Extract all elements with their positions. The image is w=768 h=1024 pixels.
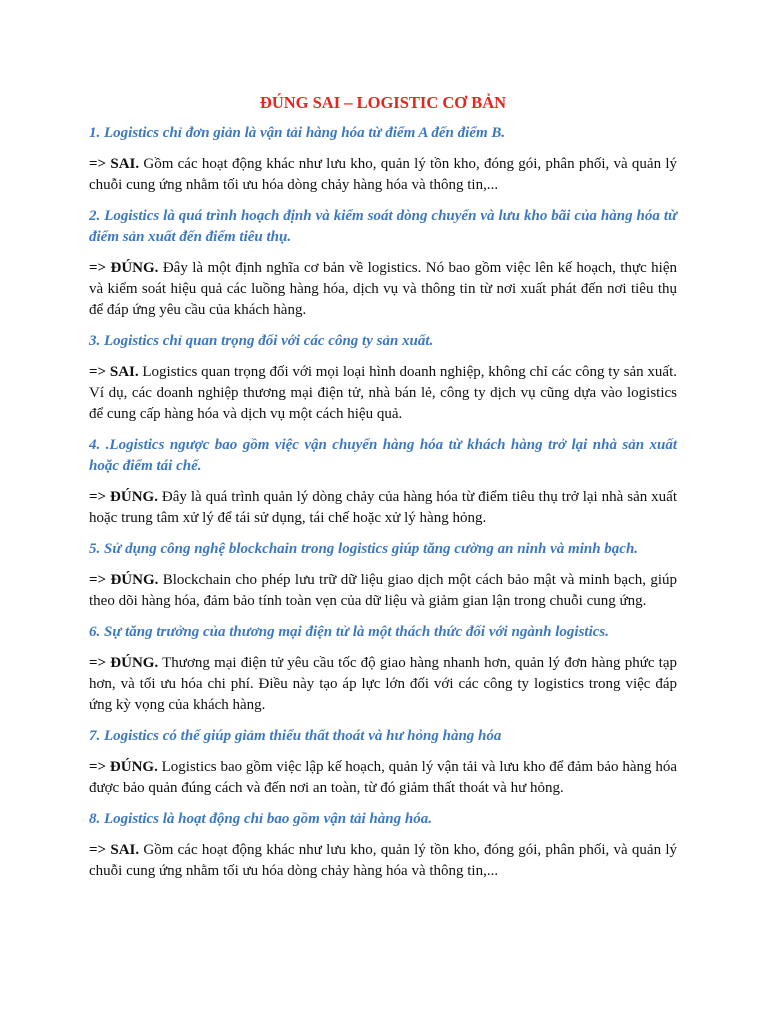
document-title: ĐÚNG SAI – LOGISTIC CƠ BẢN: [259, 93, 507, 112]
answer-7: [89, 757, 677, 799]
qa-item-5: [89, 539, 677, 612]
document-page: [89, 92, 677, 892]
answer-8: [89, 840, 677, 882]
answer-2: [89, 258, 677, 321]
answer-5: [89, 570, 677, 612]
verdict-1: => SAI.: [89, 156, 140, 172]
answer-3: [89, 362, 677, 425]
answer-1: [89, 154, 677, 196]
explanation-8: Gồm các hoạt động khác như lưu kho, quản lý tồn kho, đóng gói, phân phối, và quản lý chuỗi cung ứng nhằm tối ưu hóa dòng chảy hàng hóa và thông tin,...: [89, 842, 678, 879]
qa-item-7: [89, 726, 677, 799]
qa-item-2: [89, 206, 677, 321]
question-3: 3. Logistics chỉ quan trọng đối với các công ty sản xuất.: [89, 333, 434, 349]
explanation-1: Gồm các hoạt động khác như lưu kho, quản lý tồn kho, đóng gói, phân phối, và quản lý chuỗi cung ứng nhằm tối ưu hóa dòng chảy hàng hóa và thông tin,...: [89, 156, 678, 193]
qa-item-6: [89, 622, 677, 716]
verdict-2: => ĐÚNG.: [89, 260, 159, 276]
qa-item-8: [89, 809, 677, 882]
qa-item-1: [89, 123, 677, 196]
explanation-6: Thương mại điện tử yêu cầu tốc độ giao hàng nhanh hơn, quản lý đơn hàng phức tạp hơn, và tối ưu hóa chi phí. Điều này tạo áp lực lớn đối với các công ty logistics trong việc đáp ứng kỳ vọng của khách hàng.: [89, 655, 678, 713]
answer-4: [89, 487, 677, 529]
qa-item-4: [89, 435, 677, 529]
question-5: 5. Sử dụng công nghệ blockchain trong logistics giúp tăng cường an ninh và minh bạch.: [89, 541, 639, 557]
explanation-7: Logistics bao gồm việc lập kế hoạch, quản lý vận tải và lưu kho để đảm bảo hàng hóa được bảo quản đúng cách và đến nơi an toàn, từ đó giảm thất thoát và hư hỏng.: [89, 759, 677, 796]
explanation-3: Logistics quan trọng đối với mọi loại hình doanh nghiệp, không chỉ các công ty sản xuất. Ví dụ, các doanh nghiệp thương mại điện tử, nhà bán lẻ, công ty dịch vụ cũng dựa vào logistics để cung cấp hàng hóa và dịch vụ một cách hiệu quả.: [89, 364, 677, 422]
question-1: 1. Logistics chỉ đơn giản là vận tải hàng hóa từ điểm A đến điểm B.: [89, 125, 506, 141]
explanation-4: Đây là quá trình quản lý dòng chảy của hàng hóa từ điểm tiêu thụ trở lại nhà sản xuất hoặc trung tâm xử lý để tái sử dụng, tái chế hoặc xử lý hàng hỏng.: [89, 489, 678, 526]
qa-item-3: [89, 331, 677, 425]
question-2: 2. Logistics là quá trình hoạch định và kiểm soát dòng chuyển và lưu kho bãi của hàng hóa từ điểm sản xuất đến điểm tiêu thụ.: [89, 208, 677, 245]
question-4: 4. .Logistics ngược bao gồm việc vận chuyển hàng hóa từ khách hàng trở lại nhà sản xuất hoặc điểm tái chế.: [89, 437, 677, 474]
verdict-6: => ĐÚNG.: [89, 655, 159, 671]
question-7: 7. Logistics có thể giúp giảm thiểu thất thoát và hư hỏng hàng hóa: [89, 728, 502, 744]
question-6: 6. Sự tăng trưởng của thương mại điện tử là một thách thức đối với ngành logistics.: [89, 624, 610, 640]
explanation-5: Blockchain cho phép lưu trữ dữ liệu giao dịch một cách bảo mật và minh bạch, giúp theo dõi hàng hóa, đảm bảo tính toàn vẹn của dữ liệu và giảm gian lận trong chuỗi cung ứng.: [89, 572, 677, 609]
verdict-4: => ĐÚNG.: [89, 489, 158, 505]
question-8: 8. Logistics là hoạt động chỉ bao gồm vận tải hàng hóa.: [89, 811, 432, 827]
verdict-3: => SAI.: [89, 364, 139, 380]
verdict-5: => ĐÚNG.: [89, 572, 159, 588]
answer-6: [89, 653, 677, 716]
verdict-8: => SAI.: [89, 842, 140, 858]
verdict-7: => ĐÚNG.: [89, 759, 158, 775]
explanation-2: Đây là một định nghĩa cơ bản về logistics. Nó bao gồm việc lên kế hoạch, thực hiện và kiểm soát hiệu quả các luồng hàng hóa, dịch vụ và thông tin từ nơi xuất phát đến nơi tiêu thụ để đáp ứng yêu cầu của khách hàng.: [89, 260, 677, 318]
